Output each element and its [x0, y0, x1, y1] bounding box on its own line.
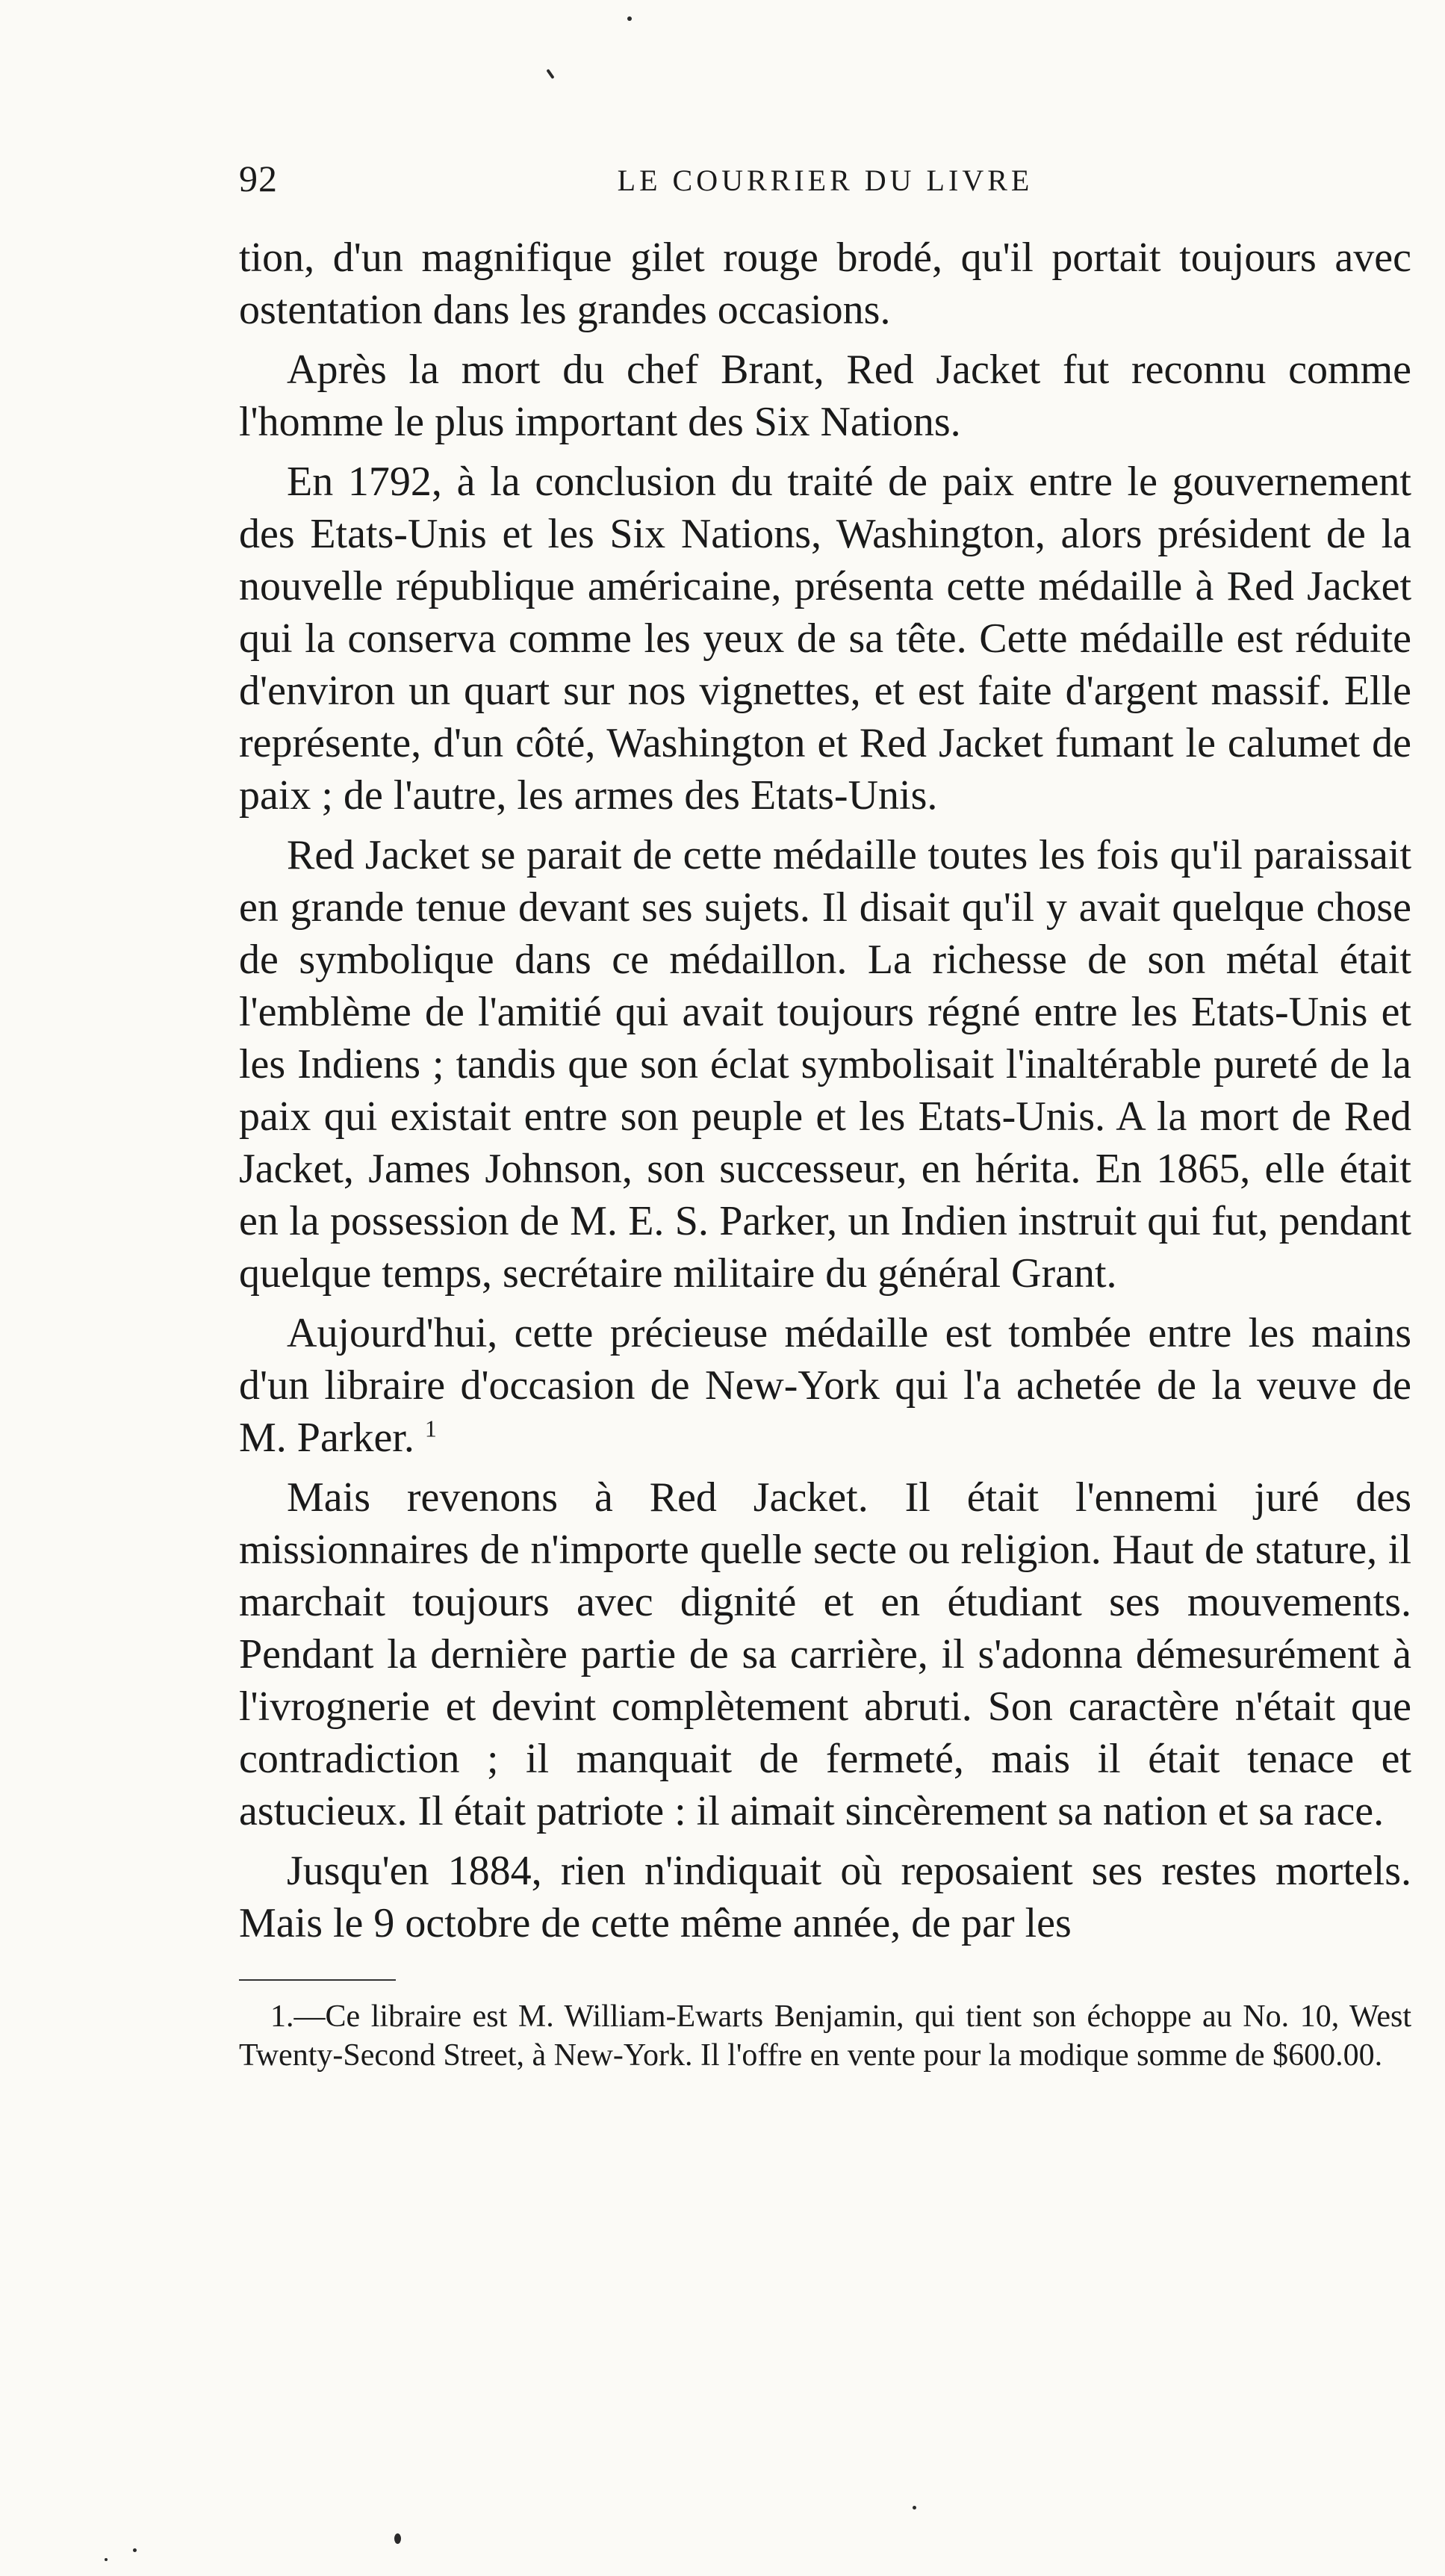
footnote-marker: 1 [424, 1415, 437, 1442]
page-number: 92 [239, 158, 278, 199]
running-title: LE COURRIER DU LIVRE [617, 164, 1034, 197]
paragraph: Red Jacket se parait de cette médaille toutes les fois qu'il paraissait en grande tenue devant ses sujets. Il disait qu'il y avait quelque chose de symbolique dans ce médaillon. La richesse de son métal était l'emblème de l'amitié qui avait toujours régné entre les Etats-Unis et les Indiens ; tandis que son éclat symbolisait l'inaltérable pureté de la paix qui existait entre son peuple et les Etats-Unis. A la mort de Red Jacket, James Johnson, son successeur, en hérita. En 1865, elle était en la possession de M. E. S. Parker, un Indien instruit qui fut, pendant quelque temps, secrétaire militaire du général Grant. [239, 832, 1411, 1297]
paragraph-with-footnote [239, 1307, 1411, 1464]
scan-speck [913, 2506, 916, 2510]
paragraph: tion, d'un magnifique gilet rouge brodé, qu'il portait toujours avec ostentation dans les grandes occasions. [239, 235, 1411, 333]
scan-speck [394, 2533, 401, 2544]
footnote: 1.—Ce libraire est M. William-Ewarts Benjamin, qui tient son échoppe au No. 10, West Twenty-Second Street, à New-York. Il l'offre en vente pour la modique somme de $600.00. [239, 1999, 1411, 2073]
paragraph: Après la mort du chef Brant, Red Jacket fut reconnu comme l'homme le plus important des Six Nations. [239, 347, 1411, 445]
body-text [239, 232, 1411, 1949]
footnote-rule [239, 1979, 396, 1981]
scan-speck [627, 16, 632, 21]
page-header [239, 149, 1411, 217]
book-page [239, 149, 1411, 2075]
paragraph: Mais revenons à Red Jacket. Il était l'ennemi juré des missionnaires de n'importe quelle secte ou religion. Haut de stature, il marchait toujours avec dignité et en étudiant ses mouvements. Pendant la dernière partie de sa carrière, il s'adonna démesurément à l'ivrognerie et devint complètement abruti. Son caractère n'était que contradiction ; il manquait de fermeté, mais il était tenace et astucieux. Il était patriote : il aimait sincèrement sa nation et sa race. [239, 1474, 1411, 1834]
scan-speck [133, 2548, 137, 2552]
paragraph: En 1792, à la conclusion du traité de paix entre le gouvernement des Etats-Unis et les Six Nations, Washington, alors président de la nouvelle république américaine, présenta cette médaille à Red Jacket qui la conserva comme les yeux de sa tête. Cette médaille est réduite d'environ un quart sur nos vignettes, et est faite d'argent massif. Elle représente, d'un côté, Washington et Red Jacket fumant le calumet de paix ; de l'autre, les armes des Etats-Unis. [239, 459, 1411, 819]
paragraph: Jusqu'en 1884, rien n'indiquait où reposaient ses restes mortels. Mais le 9 octobre de cette même année, de par les [239, 1848, 1411, 1946]
paragraph-text: Aujourd'hui, cette précieuse médaille est tombée entre les mains d'un libraire d'occasion de New-York qui l'a achetée de la veuve de M. Parker. [239, 1310, 1411, 1461]
scan-speck [546, 69, 554, 79]
scan-speck [105, 2558, 108, 2561]
